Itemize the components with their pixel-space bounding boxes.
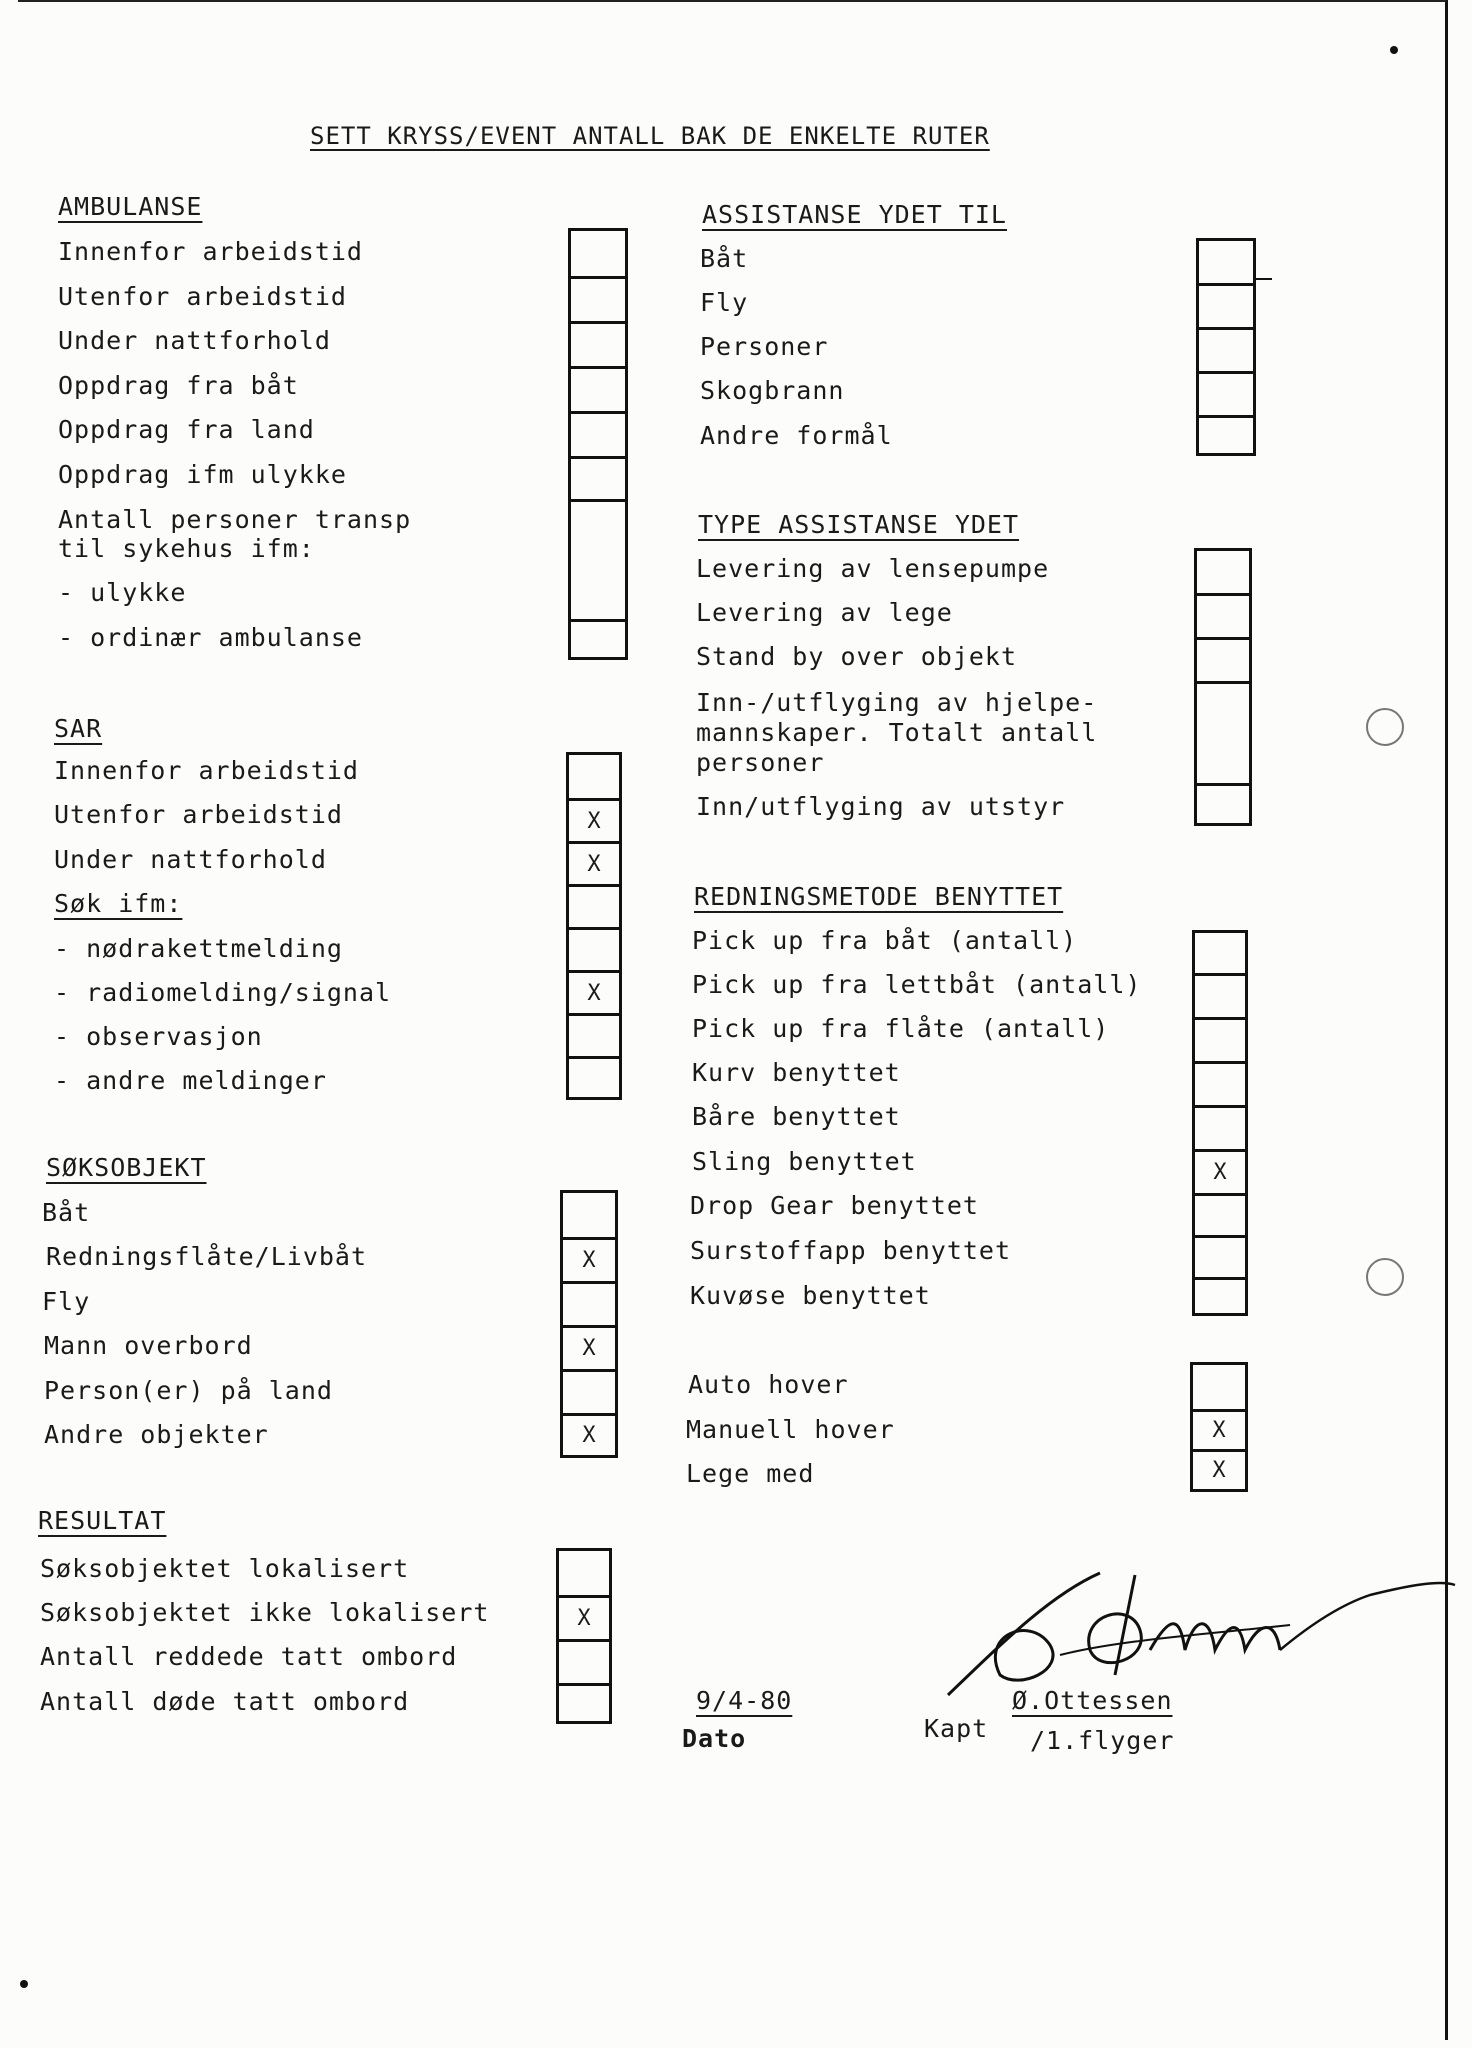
type-assistanse-item: mannskaper. Totalt antall xyxy=(696,718,1098,747)
type-assistanse-item: Stand by over objekt xyxy=(696,642,1018,671)
redningsmetode-item: Kurv benyttet xyxy=(692,1058,901,1087)
redningsmetode-item: Pick up fra flåte (antall) xyxy=(692,1014,1110,1043)
sar-item: Utenfor arbeidstid xyxy=(54,800,343,829)
checkbox-cell[interactable] xyxy=(569,927,619,970)
ambulanse-item: Antall personer transp xyxy=(58,505,412,534)
checkbox-cell[interactable] xyxy=(571,366,625,411)
soksobjekt-checkbox-column xyxy=(560,1190,618,1458)
ambulanse-item: Innenfor arbeidstid xyxy=(58,237,363,266)
resultat-item: Antall døde tatt ombord xyxy=(40,1687,410,1716)
redningsmetode-item: Båre benyttet xyxy=(692,1102,901,1131)
redningsmetode-item: Surstoffapp benyttet xyxy=(690,1236,1012,1265)
date-label: Dato xyxy=(682,1724,747,1753)
sar-item: Søk ifm: xyxy=(54,889,183,918)
resultat-item: Søksobjektet ikke lokalisert xyxy=(40,1598,490,1627)
sar-checkbox-column xyxy=(566,752,622,1100)
sar-item: Innenfor arbeidstid xyxy=(54,756,359,785)
ambulanse-heading: AMBULANSE xyxy=(58,192,203,221)
checkbox-cell[interactable] xyxy=(571,276,625,321)
assistanse-item: Personer xyxy=(700,332,829,361)
type-assistanse-heading: TYPE ASSISTANSE YDET xyxy=(698,510,1020,539)
ambulanse-item: - ulykke xyxy=(58,578,187,607)
resultat-item: Søksobjektet lokalisert xyxy=(40,1554,410,1583)
handwritten-signature xyxy=(940,1555,1460,1705)
checkbox-cell[interactable] xyxy=(1195,973,1245,1017)
assistanse-item: Andre formål xyxy=(700,421,893,450)
checkbox-cell[interactable] xyxy=(1195,1193,1245,1235)
date-value: 9/4-80 xyxy=(696,1686,793,1715)
checkbox-cell[interactable] xyxy=(563,1369,615,1413)
sar-item: - andre meldinger xyxy=(54,1066,327,1095)
checkbox-cell[interactable] xyxy=(1197,551,1249,593)
ambulanse-item: - ordinær ambulanse xyxy=(58,623,363,652)
checkbox-cell[interactable] xyxy=(569,755,619,798)
checkbox-cell[interactable] xyxy=(563,1281,615,1325)
soksobjekt-heading: SØKSOBJEKT xyxy=(46,1153,207,1182)
checkbox-cell[interactable] xyxy=(571,499,625,619)
checkbox-cell[interactable] xyxy=(563,1193,615,1237)
checkbox-cell[interactable] xyxy=(1199,415,1253,453)
punch-hole xyxy=(1366,708,1404,746)
checkbox-cell[interactable]: X xyxy=(563,1325,615,1369)
checkbox-cell[interactable] xyxy=(571,321,625,366)
checkbox-cell[interactable] xyxy=(571,231,625,276)
ambulanse-item: til sykehus ifm: xyxy=(58,534,315,563)
sar-item: - observasjon xyxy=(54,1022,263,1051)
checkbox-cell[interactable]: X xyxy=(569,841,619,884)
type-assistanse-item: Levering av lensepumpe xyxy=(696,554,1050,583)
checkbox-cell[interactable] xyxy=(1193,1365,1245,1409)
assistanse-item: Skogbrann xyxy=(700,376,845,405)
checkbox-cell[interactable] xyxy=(1197,783,1249,823)
checkbox-cell[interactable] xyxy=(559,1551,609,1595)
assistanse-heading: ASSISTANSE YDET TIL xyxy=(702,200,1007,229)
redningsmetode-item: Drop Gear benyttet xyxy=(690,1191,979,1220)
resultat-checkbox-column xyxy=(556,1548,612,1724)
soksobjekt-item: Redningsflåte/Livbåt xyxy=(46,1242,368,1271)
type-assistanse-item: Inn-/utflyging av hjelpe- xyxy=(696,688,1098,717)
checkbox-cell[interactable] xyxy=(1199,241,1253,283)
kapt-label: Kapt xyxy=(924,1714,989,1743)
redningsmetode-checkbox-column xyxy=(1192,930,1248,1316)
punch-hole xyxy=(1366,1258,1404,1296)
checkbox-cell[interactable]: X xyxy=(559,1595,609,1639)
checkbox-cell[interactable] xyxy=(571,619,625,660)
checkbox-cell[interactable]: X xyxy=(563,1413,615,1455)
type-assistanse-checkbox-column xyxy=(1194,548,1252,826)
type-assistanse-item: personer xyxy=(696,748,825,777)
form-title: SETT KRYSS/EVENT ANTALL BAK DE ENKELTE RUTER xyxy=(310,122,990,150)
checkbox-cell[interactable] xyxy=(1195,933,1245,973)
redningsmetode-heading: REDNINGSMETODE BENYTTET xyxy=(694,882,1064,911)
ambulanse-item: Oppdrag fra båt xyxy=(58,371,299,400)
ambulanse-checkbox-column xyxy=(568,228,628,660)
checkbox-cell[interactable] xyxy=(1195,1105,1245,1149)
ink-dot xyxy=(1390,46,1398,54)
redningsmetode-item: Pick up fra lettbåt (antall) xyxy=(692,970,1142,999)
checkbox-cell[interactable] xyxy=(569,1056,619,1097)
checkbox-cell[interactable] xyxy=(559,1639,609,1683)
redningsmetode-item: Kuvøse benyttet xyxy=(690,1281,931,1310)
checkbox-cell[interactable] xyxy=(1195,1235,1245,1277)
checkbox-cell[interactable] xyxy=(1199,327,1253,371)
ambulanse-item: Oppdrag fra land xyxy=(58,415,315,444)
ambulanse-item: Utenfor arbeidstid xyxy=(58,282,347,311)
checkbox-cell[interactable] xyxy=(1197,681,1249,783)
checkbox-cell[interactable] xyxy=(1199,283,1253,327)
assistanse-item: Båt xyxy=(700,244,749,273)
resultat-item: Antall reddede tatt ombord xyxy=(40,1642,458,1671)
soksobjekt-item: Andre objekter xyxy=(44,1420,269,1449)
redningsmetode-item: Sling benyttet xyxy=(692,1147,917,1176)
soksobjekt-item: Mann overbord xyxy=(44,1331,253,1360)
checkbox-cell[interactable]: X xyxy=(1193,1409,1245,1449)
type-assistanse-item: Inn/utflyging av utstyr xyxy=(696,792,1066,821)
checkbox-cell[interactable] xyxy=(1195,1017,1245,1061)
assistanse-item: Fly xyxy=(700,288,749,317)
ink-dot xyxy=(20,1980,28,1988)
checkbox-cell[interactable] xyxy=(571,456,625,499)
hover-item: Auto hover xyxy=(688,1370,849,1399)
sar-heading: SAR xyxy=(54,714,103,743)
sar-item: - nødrakettmelding xyxy=(54,934,343,963)
checkbox-cell[interactable] xyxy=(569,1013,619,1056)
redningsmetode-item: Pick up fra båt (antall) xyxy=(692,926,1078,955)
checkbox-cell[interactable]: X xyxy=(1195,1149,1245,1193)
checkbox-cell[interactable]: X xyxy=(569,970,619,1013)
checkbox-cell[interactable] xyxy=(1195,1061,1245,1105)
type-assistanse-item: Levering av lege xyxy=(696,598,953,627)
sar-item: - radiomelding/signal xyxy=(54,978,392,1007)
checkbox-cell[interactable] xyxy=(1195,1277,1245,1313)
stray-pen-stroke xyxy=(1256,278,1272,280)
soksobjekt-item: Båt xyxy=(42,1198,91,1227)
checkbox-cell[interactable] xyxy=(1197,637,1249,681)
checkbox-cell[interactable]: X xyxy=(1193,1449,1245,1489)
ambulanse-item: Under nattforhold xyxy=(58,326,331,355)
ambulanse-item: Oppdrag ifm ulykke xyxy=(58,460,347,489)
role-label: /1.flyger xyxy=(1030,1726,1175,1755)
assistanse-checkbox-column xyxy=(1196,238,1256,456)
checkbox-cell[interactable]: X xyxy=(563,1237,615,1281)
checkbox-cell[interactable]: X xyxy=(569,798,619,841)
hover-checkbox-column xyxy=(1190,1362,1248,1492)
hover-item: Manuell hover xyxy=(686,1415,895,1444)
hover-item: Lege med xyxy=(686,1459,815,1488)
soksobjekt-item: Person(er) på land xyxy=(44,1376,333,1405)
name-value: Ø.Ottessen xyxy=(1012,1686,1173,1715)
checkbox-cell[interactable] xyxy=(571,411,625,456)
sar-item: Under nattforhold xyxy=(54,845,327,874)
checkbox-cell[interactable] xyxy=(1199,371,1253,415)
checkbox-cell[interactable] xyxy=(569,884,619,927)
soksobjekt-item: Fly xyxy=(42,1287,91,1316)
checkbox-cell[interactable] xyxy=(1197,593,1249,637)
resultat-heading: RESULTAT xyxy=(38,1506,167,1535)
checkbox-cell[interactable] xyxy=(559,1683,609,1721)
